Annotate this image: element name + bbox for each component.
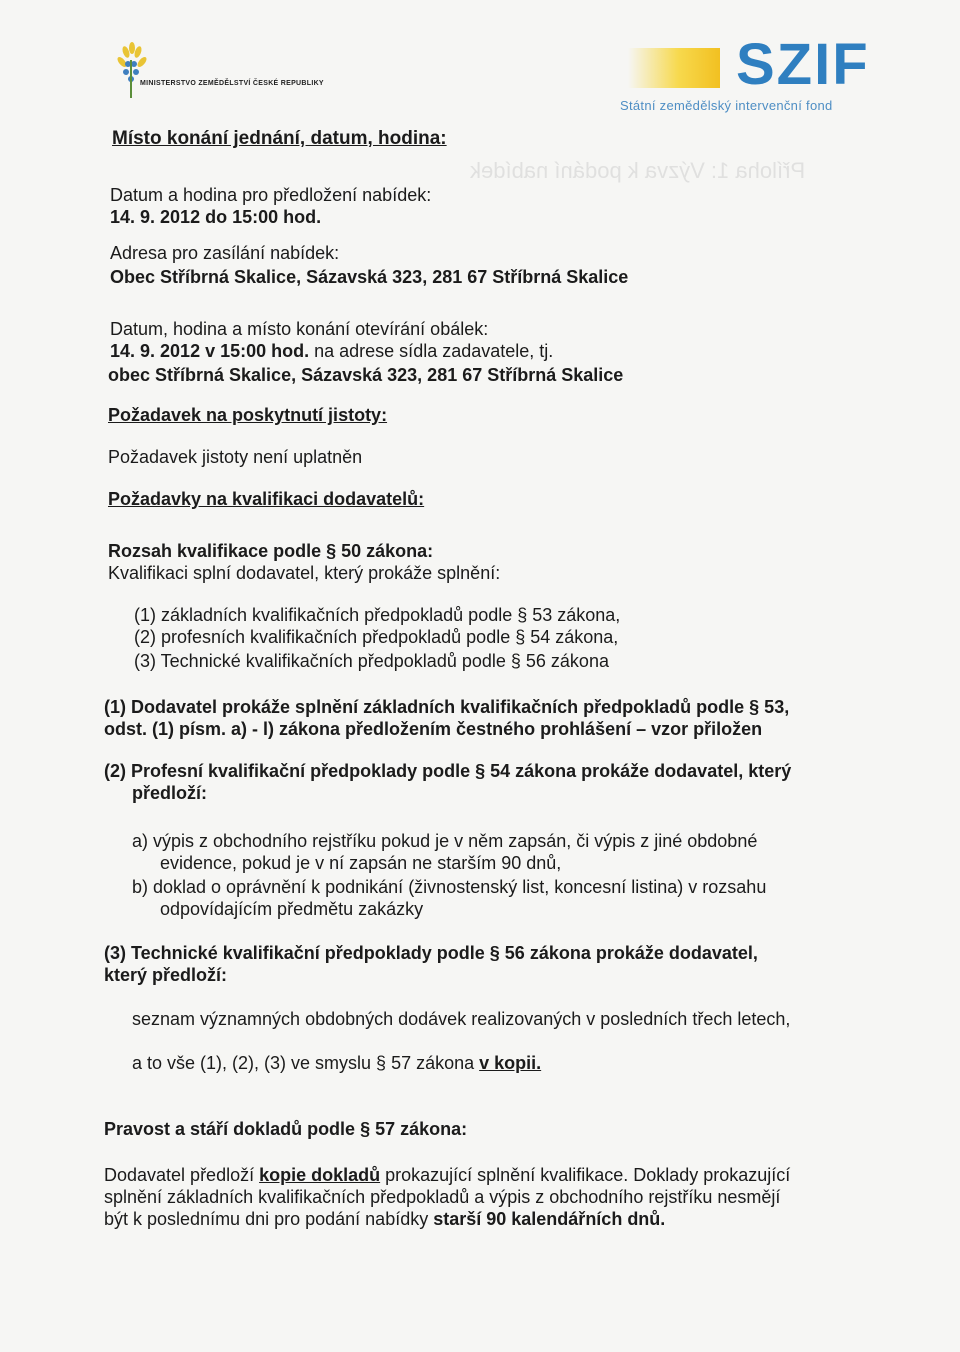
paragraph-2-line-1: (2) Profesní kvalifikační předpoklady podle § 54 zákona prokáže dodavatel, který — [104, 761, 792, 781]
reference-list-text: seznam významných obdobných dodávek realizovaných v posledních třech letech, — [132, 1009, 791, 1029]
security-text: Požadavek jistoty není uplatněn — [108, 447, 363, 467]
paragraph-1-line-2: odst. (1) písm. a) - l) zákona předložením čestného prohlášení – vzor přiložen — [104, 719, 763, 739]
copies-text — [132, 1052, 541, 1074]
section-heading-authenticity: Pravost a stáří dokladů podle § 57 zákona: — [104, 1119, 468, 1139]
address-value: Obec Stříbrná Skalice, Sázavská 323, 281 67 Stříbrná Skalice — [110, 267, 629, 287]
szif-logo: SZIF — [736, 32, 870, 97]
item-b-line-2: odpovídajícím předmětu zakázky — [160, 899, 424, 919]
qualification-scope: Rozsah kvalifikace podle § 50 zákona: — [108, 541, 434, 561]
copies-prefix: a to vše (1), (2), (3) ve smyslu § 57 zákona — [132, 1053, 480, 1073]
item-a-line-2: evidence, pokud je v ní zapsán ne starším 90 dnů, — [160, 853, 562, 873]
paragraph-3-line-2: který předloží: — [104, 965, 228, 985]
deadline-label: Datum a hodina pro předložení nabídek: — [110, 185, 432, 205]
authenticity-l1-post: prokazující splnění kvalifikace. Doklady prokazující — [380, 1165, 791, 1185]
item-b-line-1: b) doklad o oprávnění k podnikání (živnostenský list, koncesní listina) v rozsahu — [132, 877, 767, 897]
deadline-value: 14. 9. 2012 do 15:00 hod. — [110, 207, 322, 227]
authenticity-copies: kopie dokladů — [259, 1165, 381, 1185]
copies-emphasis: v kopii. — [479, 1053, 542, 1073]
ministry-name: MINISTERSTVO ZEMĚDĚLSTVÍ ČESKÉ REPUBLIKY — [140, 80, 324, 87]
opening-place-text: na adrese sídla zadavatele, tj. — [309, 341, 554, 361]
szif-subtitle: Státní zemědělský intervenční fond — [620, 98, 833, 113]
qualification-intro: Kvalifikaci splní dodavatel, který prokáže splnění: — [108, 563, 501, 583]
item-a-line-1: a) výpis z obchodního rejstříku pokud je v něm zapsán, či výpis z jiné obdobné — [132, 831, 758, 851]
address-label: Adresa pro zasílání nabídek: — [110, 243, 340, 263]
authenticity-age-limit: starší 90 kalendářních dnů. — [433, 1209, 666, 1229]
section-heading-security: Požadavek na poskytnutí jistoty: — [108, 405, 388, 425]
opening-datetime: 14. 9. 2012 v 15:00 hod. — [110, 341, 310, 361]
ministry-wheat-logo — [96, 34, 166, 104]
authenticity-l3-pre: být k poslednímu dni pro podání nabídky — [104, 1209, 434, 1229]
authenticity-line-3 — [104, 1208, 665, 1230]
szif-logo-bar — [628, 48, 720, 88]
paragraph-2-line-2: předloží: — [132, 783, 207, 803]
authenticity-line-1 — [104, 1164, 790, 1186]
section-heading-qualification: Požadavky na kvalifikaci dodavatelů: — [108, 489, 425, 509]
paragraph-1-line-1: (1) Dodavatel prokáže splnění základních kvalifikačních předpokladů podle § 53, — [104, 697, 790, 717]
paragraph-3-line-1: (3) Technické kvalifikační předpoklady podle § 56 zákona prokáže dodavatel, — [104, 943, 758, 963]
opening-value — [110, 340, 553, 362]
qualification-item-1: (1) základních kvalifikačních předpokladů podle § 53 zákona, — [134, 605, 621, 625]
opening-label: Datum, hodina a místo konání otevírání obálek: — [110, 319, 489, 339]
qualification-item-3: (3) Technické kvalifikačních předpokladů podle § 56 zákona — [134, 651, 609, 671]
qualification-item-2: (2) profesních kvalifikačních předpokladů podle § 54 zákona, — [134, 627, 619, 647]
authenticity-l1-pre: Dodavatel předloží — [104, 1165, 260, 1185]
section-heading-place: Místo konání jednání, datum, hodina: — [112, 128, 447, 149]
authenticity-line-2: splnění základních kvalifikačních předpokladů a výpis z obchodního rejstříku nesmějí — [104, 1187, 781, 1207]
opening-address: obec Stříbrná Skalice, Sázavská 323, 281 67 Stříbrná Skalice — [108, 365, 624, 385]
bleed-through-title: Příloha 1: Výzva k podání nabídek — [470, 158, 806, 183]
